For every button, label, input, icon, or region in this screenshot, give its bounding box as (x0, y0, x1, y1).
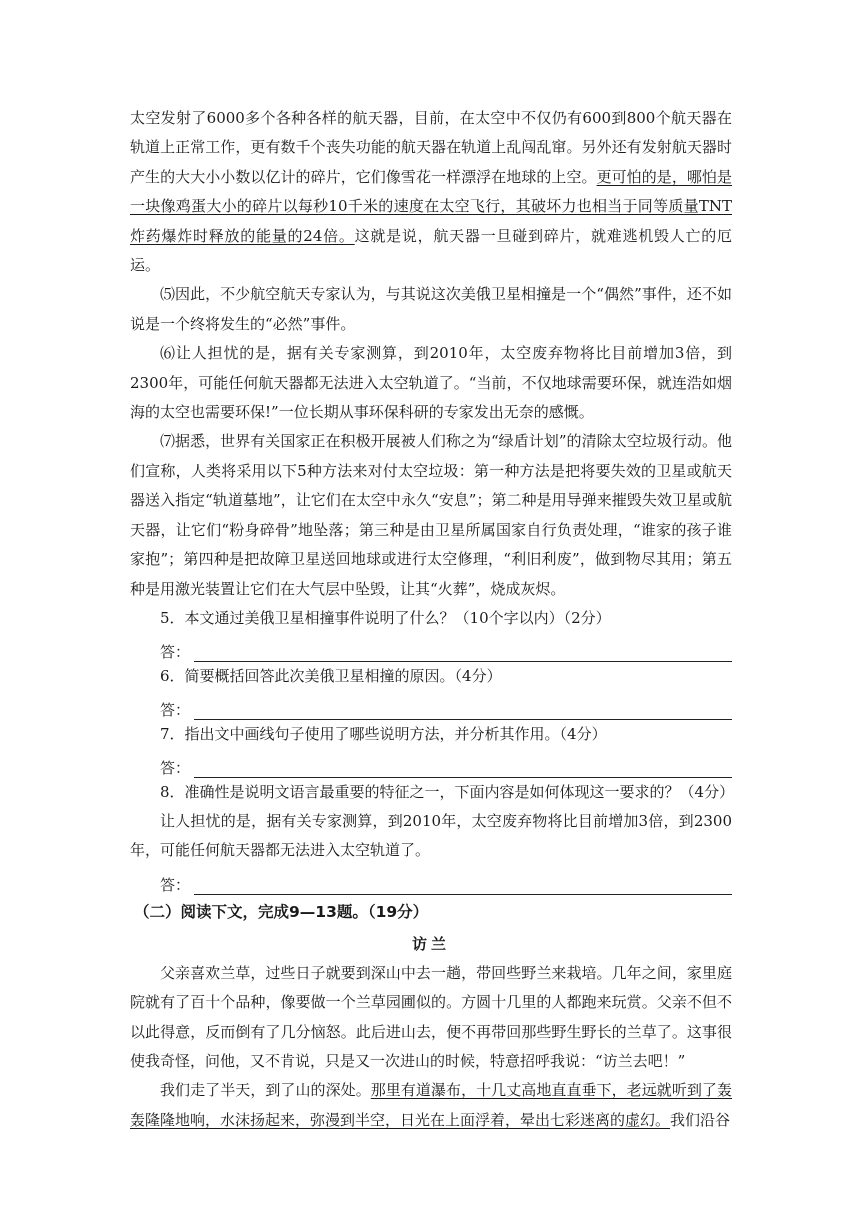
exam-page (130, 104, 735, 1135)
passage-paragraph-4 (130, 104, 732, 280)
section-heading: （二）阅读下文，完成9—13题。（19分） (134, 902, 429, 921)
answer-label: 答： (160, 758, 191, 777)
answer-row-5 (130, 633, 732, 662)
paragraph-text: 我们沿谷 (670, 1110, 731, 1129)
question-8-quote: 让人担忧的是，据有关专家测算，到2010年，太空废弃物将比目前增加3倍，到2300年，可能任何航天器都无法进入太空轨道了。 (130, 811, 732, 860)
answer-row-7 (130, 749, 732, 778)
answer-line-8[interactable] (194, 874, 732, 895)
answer-line-5[interactable] (194, 641, 732, 662)
paragraph-text: 这就是说，航天器一旦碰到碎片，就难逃机毁人亡的厄运。 (130, 226, 732, 275)
answer-label: 答： (160, 700, 191, 719)
paragraph-text: 我们走了半天，到了山的深处。 (160, 1081, 371, 1100)
question-7: 7．指出文中画线句子使用了哪些说明方法，并分析其作用。（4分） (160, 724, 607, 743)
article-title: 访兰 (411, 934, 450, 953)
article-paragraph-1: 父亲喜欢兰草，过些日子就要到深山中去一趟，带回些野兰来栽培。几年之间，家里庭院就有了百十个品种，像要做一个兰草园圃似的。方圆十几里的人都跑来玩赏。父亲不但不以此得意，反而倒有了几分恼怒。此后进山去，便不再带回那些野生野长的兰草了。这事很使我奇怪，问他，又不肯说，只是又一次进山的时候，特意招呼我说：“访兰去吧！” (130, 963, 732, 1070)
paragraph-text: 太空发射了6000多个各种各样的航天器，目前，在太空中不仅仍有600到800个航天器在轨道上正常工作，更有数千个丧失功能的航天器在轨道上乱闯乱窜。另外还有发射航天器时产生的大大小小数以亿计的碎片，它们像雪花一样漂浮在地球的上空。 (130, 109, 732, 186)
answer-line-7[interactable] (194, 757, 732, 778)
article-paragraph-2 (130, 1076, 732, 1135)
underlined-sentence: 那里有道瀑布，十几丈高地直直垂下，老远就听到了轰轰隆隆地响，水沫扬起来，弥漫到半空，日光在上面浮着，晕出七彩迷离的虚幻。 (130, 1081, 732, 1129)
answer-row-8 (130, 866, 732, 895)
answer-label: 答： (160, 875, 191, 894)
answer-line-6[interactable] (194, 699, 732, 720)
answer-row-6 (130, 691, 732, 720)
passage-paragraph-6: ⑹让人担忧的是，据有关专家测算，到2010年，太空废弃物将比目前增加3倍，到2300年，可能任何航天器都无法进入太空轨道了。“当前，不仅地球需要环保，就连浩如烟海的太空也需要环保!”一位长期从事环保科研的专家发出无奈的感慨。 (130, 344, 732, 422)
question-6: 6．简要概括回答此次美俄卫星相撞的原因。（4分） (160, 666, 502, 685)
answer-label: 答： (160, 642, 191, 661)
question-8: 8．准确性是说明文语言最重要的特征之一，下面内容是如何体现这一要求的？（4分） (160, 782, 735, 801)
underlined-sentence: 更可怕的是，哪怕是一块像鸡蛋大小的碎片以每秒10千米的速度在太空飞行，其破坏力也相当于同等质量TNT炸药爆炸时释放的能量的24倍。 (130, 167, 732, 245)
question-5: 5．本文通过美俄卫星相撞事件说明了什么？（10个字以内）（2分） (160, 608, 611, 627)
passage-paragraph-7: ⑺据悉，世界有关国家正在积极开展被人们称之为“绿盾计划”的清除太空垃圾行动。他们宣称，人类将采用以下5种方法来对付太空垃圾：第一种方法是把将要失效的卫星或航天器送入指定“轨道墓地”，让它们在太空中永久“安息”；第二种是用导弹来摧毁失效卫星或航天器，让它们“粉身碎骨”地坠落；第三种是由卫星所属国家自行负责处理，“谁家的孩子谁家抱”；第四种是把故障卫星送回地球或进行太空修理，“利旧利废”，做到物尽其用；第五种是用激光装置让它们在大气层中坠毁，让其“火葬”，烧成灰烬。 (130, 432, 732, 598)
passage-paragraph-5: ⑸因此，不少航空航天专家认为，与其说这次美俄卫星相撞是一个“偶然”事件，还不如说是一个终将发生的“必然”事件。 (130, 285, 732, 333)
